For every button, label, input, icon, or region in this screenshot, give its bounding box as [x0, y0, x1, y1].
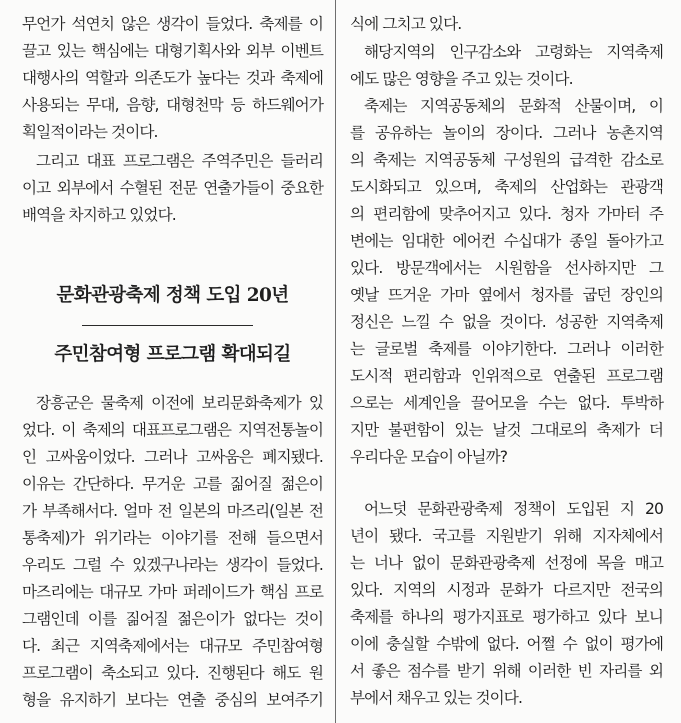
article-headline: 문화관광축제 정책 도입 20년 — [56, 285, 289, 306]
column-divider — [335, 0, 336, 723]
text-line: 그램인데 이를 짊어질 젊은이가 없다는 것이 — [22, 610, 323, 628]
text-line: 축제는 지역공동체의 문화적 산물이며, 이 — [364, 97, 663, 115]
text-line: 대행사의 역할과 의존도가 높다는 것과 축제에 — [22, 69, 323, 87]
text-line: 는 너나 없이 문화관광축제 선정에 목을 매고 — [350, 554, 663, 572]
text-line: 에도 많은 영향을 주고 있는 것이다. — [350, 70, 573, 88]
text-line: 으로는 세계인을 끌어모을 수는 없다. 투박하 — [350, 394, 663, 412]
text-line: 식에 그치고 있다. — [350, 15, 462, 33]
text-line: 다. 최근 지역축제에서는 대규모 주민참여형 — [22, 637, 323, 655]
text-line: 의 편리함에 맞추어지고 있다. 청자 가마터 주 — [350, 205, 663, 223]
text-line: 정신은 느낄 수 없을 것이다. 성공한 지역축제 — [350, 313, 663, 331]
text-line: 마즈리에는 대규모 가마 퍼레이드가 핵심 프로 — [22, 583, 323, 601]
text-line: 가 부족해서다. 얼마 전 일본의 마즈리(일본 전 — [22, 502, 323, 520]
text-line: 도시적 편리함과 인위적으로 연출된 프로그램 — [350, 367, 663, 385]
text-line: 배역을 차지하고 있었다. — [22, 206, 176, 224]
text-line: 년이 됐다. 국고를 지원받기 위해 지자체에서 — [350, 527, 663, 545]
text-line: 그리고 대표 프로그램은 주역주민은 들러리 — [36, 152, 323, 170]
text-line: 를 공유하는 놀이의 장이다. 그러나 농촌지역 — [350, 124, 663, 142]
text-line: 지만 불편함이 있는 날것 그대로의 축제가 더 — [350, 421, 663, 439]
text-line: 형을 유지하기 보다는 연출 중심의 보여주기 — [22, 691, 323, 709]
article-subheadline: 주민참여형 프로그램 확대되길 — [54, 344, 291, 365]
text-line: 는 글로벌 축제를 이야기한다. 그러나 이러한 — [350, 340, 663, 358]
text-line: 축제를 하나의 평가지표로 평가하고 있다 보니 — [350, 608, 663, 626]
text-line: 이고 외부에서 수혈된 전문 연출가들이 중요한 — [22, 179, 323, 197]
text-line: 이유는 간단하다. 무거운 고를 짊어질 젊은이 — [22, 475, 323, 493]
text-line: 통축제)가 위기라는 이야기를 전해 들으면서 — [22, 529, 323, 547]
text-line: 무언가 석연치 않은 생각이 들었다. 축제를 이 — [22, 15, 323, 33]
text-line: 해당지역의 인구감소와 고령화는 지역축제 — [364, 43, 663, 61]
text-line: 서 좋은 점수를 받기 위해 이러한 빈 자리를 외 — [350, 662, 663, 680]
text-line: 부에서 채우고 있는 것이다. — [350, 689, 523, 707]
text-line: 끌고 있는 핵심에는 대형기획사와 외부 이벤트 — [22, 42, 323, 60]
text-line: 있다. 지역의 시정과 문화가 다르지만 전국의 — [350, 581, 663, 599]
text-line: 변에는 임대한 에어컨 수십대가 종일 돌아가고 — [350, 232, 663, 250]
headline-divider — [82, 325, 253, 326]
text-line: 획일적이라는 것이다. — [22, 123, 158, 141]
text-line: 우리다운 모습이 아닐까? — [350, 448, 508, 466]
text-line: 이에 충실할 수밖에 없다. 어쩔 수 없이 평가에 — [350, 635, 663, 653]
text-line: 장흥군은 물축제 이전에 보리문화축제가 있 — [36, 394, 323, 412]
text-line: 프로그램이 축소되고 있다. 진행된다 해도 원 — [22, 664, 323, 682]
text-line: 어느덧 문화관광축제 정책이 도입된 지 20 — [364, 500, 663, 518]
text-line: 도시화되고 있으며, 축제의 산업화는 관광객 — [350, 178, 663, 196]
text-line: 인 고싸움이었다. 그러나 고싸움은 폐지됐다. — [22, 448, 323, 466]
text-line: 있다. 방문객에서는 시원함을 선사하지만 그 — [350, 259, 663, 277]
text-line: 의 축제는 지역공동체 구성원의 급격한 감소로 — [350, 151, 663, 169]
text-line: 었다. 이 축제의 대표프로그램은 지역전통놀이 — [22, 421, 323, 439]
text-line: 옛날 뜨거운 가마 옆에서 청자를 굽던 장인의 — [350, 286, 663, 304]
text-line: 사용되는 무대, 음향, 대형천막 등 하드웨어가 — [22, 96, 323, 114]
text-line: 우리도 그럴 수 있겠구나라는 생각이 들었다. — [22, 556, 323, 574]
